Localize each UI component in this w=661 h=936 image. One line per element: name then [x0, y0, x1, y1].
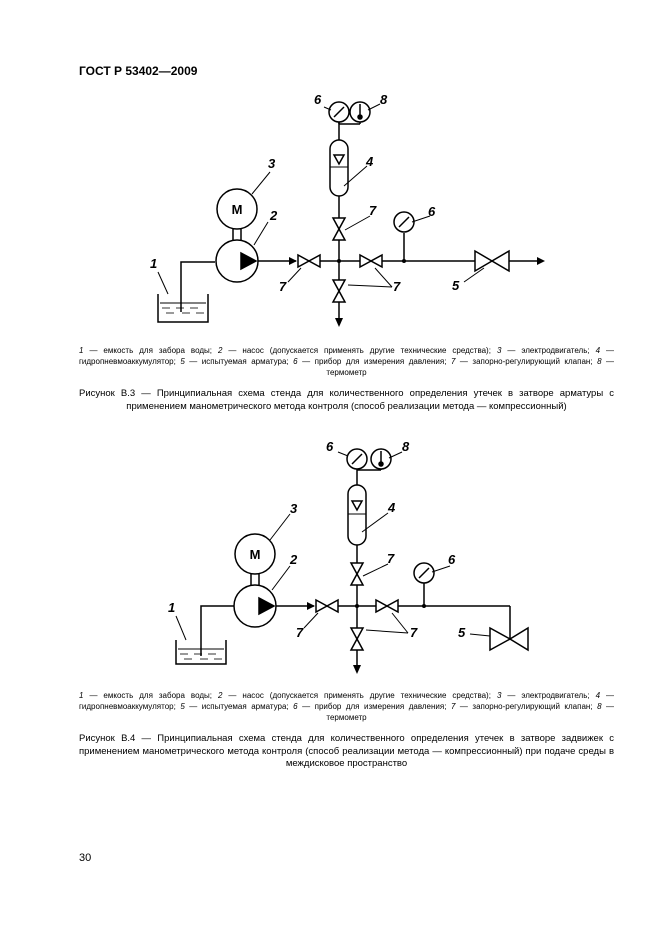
label-7: 7 — [387, 551, 395, 566]
valve-7-lower — [333, 280, 345, 302]
thermometer-icon — [350, 102, 370, 122]
hydropneumatic-accumulator — [330, 140, 348, 196]
figure-b4-diagram — [0, 432, 661, 682]
document-header: ГОСТ Р 53402—2009 — [79, 64, 198, 78]
legend-item: 6 — прибор для измерения давления; — [293, 357, 451, 366]
valve-7b — [360, 255, 382, 267]
label-5: 5 — [458, 625, 466, 640]
label-1: 1 — [168, 600, 176, 615]
thermometer-icon — [371, 449, 391, 469]
label-8: 8 — [402, 439, 410, 454]
label-5: 5 — [452, 278, 460, 293]
hydropneumatic-accumulator — [348, 485, 366, 545]
figure-b4-caption: Рисунок В.4 — Принципиальная схема стенда для количественного определения утечек в затворе задвижек с применением манометрического метода контроля (способ реализации метода — компрессионный) при подаче среды в междисковое пространство — [79, 733, 614, 769]
label-3: 3 — [290, 501, 298, 516]
pressure-gauge-icon — [347, 449, 367, 469]
legend-item: 4 — гидропневмоаккумулятор; — [79, 691, 615, 711]
figure-b3-caption: Рисунок В.3 — Принципиальная схема стенда для количественного определения утечек в затворе арматуры с применением манометрического метода контроля (способ реализации метода — компрессионный) — [79, 388, 614, 412]
motor-letter: М — [231, 202, 243, 217]
valve-7b — [376, 600, 398, 612]
label-6: 6 — [314, 92, 322, 107]
water-tank — [158, 294, 208, 322]
legend-item: 6 — прибор для измерения давления; — [293, 702, 451, 711]
page-number: 30 — [79, 852, 92, 864]
legend-item: 8 — термометр — [326, 702, 615, 722]
legend-item: 7 — запорно-регулирующий клапан; — [450, 702, 598, 711]
label-7: 7 — [279, 279, 287, 294]
pressure-gauge-icon — [329, 102, 349, 122]
legend-item: 1 — емкость для забора воды; — [79, 346, 218, 355]
label-6: 6 — [448, 552, 456, 567]
valve-7a — [316, 600, 338, 612]
legend-item: 5 — испытуемая арматура; — [180, 357, 294, 366]
figure-b3-diagram — [0, 85, 661, 335]
legend-item: 2 — насос (допускается применять другие технические средства); — [217, 691, 497, 700]
legend-item: 4 — гидропневмоаккумулятор; — [79, 346, 615, 366]
pump — [234, 585, 276, 627]
label-3: 3 — [268, 156, 276, 171]
legend-item: 5 — испытуемая арматура; — [180, 702, 294, 711]
pressure-gauge-icon — [394, 212, 414, 232]
label-7: 7 — [296, 625, 304, 640]
figure-b3-legend — [79, 345, 614, 378]
tested-valve — [475, 251, 509, 271]
legend-item: 3 — электродвигатель; — [496, 691, 596, 700]
label-7: 7 — [393, 279, 401, 294]
label-1: 1 — [150, 256, 158, 271]
motor-letter: М — [249, 547, 261, 562]
label-4: 4 — [366, 154, 374, 169]
legend-item: 2 — насос (допускается применять другие технические средства); — [217, 346, 497, 355]
legend-item: 7 — запорно-регулирующий клапан; — [450, 357, 598, 366]
label-7: 7 — [369, 203, 377, 218]
pressure-gauge-icon — [414, 563, 434, 583]
tested-valve — [490, 628, 528, 650]
label-8: 8 — [380, 92, 388, 107]
valve-7-upper — [333, 218, 345, 240]
label-2: 2 — [290, 552, 298, 567]
valve-7a — [298, 255, 320, 267]
label-6: 6 — [428, 204, 436, 219]
legend-item: 1 — емкость для забора воды; — [79, 691, 218, 700]
legend-item: 8 — термометр — [326, 357, 615, 377]
figure-b4-legend — [79, 690, 614, 723]
valve-7-lower — [351, 628, 363, 650]
legend-item: 3 — электродвигатель; — [496, 346, 596, 355]
valve-7-upper — [351, 563, 363, 585]
label-6: 6 — [326, 439, 334, 454]
pump — [216, 240, 258, 282]
label-4: 4 — [388, 500, 396, 515]
label-2: 2 — [270, 208, 278, 223]
label-7: 7 — [410, 625, 418, 640]
